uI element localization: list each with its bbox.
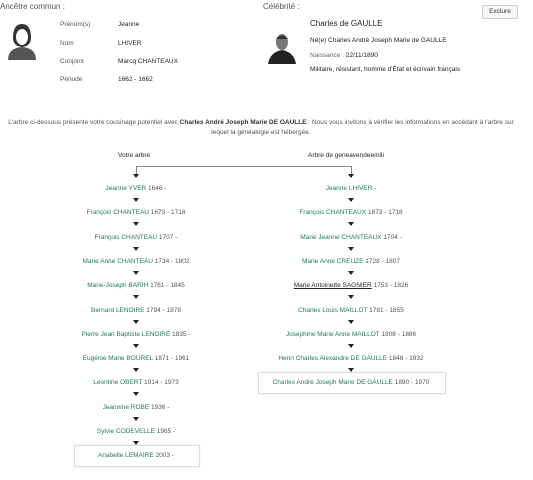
field-label-nom: Nom: [60, 40, 74, 47]
person-years: 1728 - 1807: [363, 258, 400, 265]
arrow-down-icon: [133, 368, 139, 372]
person-name[interactable]: Marie Jeanne CHANTEAUX: [300, 234, 382, 241]
person-years: 1734 - 1802: [152, 258, 190, 265]
field-label-prenom: Prénom(s): [60, 21, 91, 28]
avatar-female-icon: [5, 20, 39, 65]
arrow-down-icon: [348, 247, 354, 251]
tree-person-right[interactable]: [300, 234, 402, 241]
person-years: 1761 - 1845: [148, 282, 185, 289]
person-years: 1753 - 1826: [371, 282, 409, 289]
tree-person-right[interactable]: [286, 331, 416, 338]
person-name[interactable]: François CHANTEAU: [86, 209, 149, 216]
person-name[interactable]: Sylvie CODEVELLE: [96, 428, 155, 435]
person-years: 1794 - 1878: [144, 307, 181, 314]
person-years: 2003 -: [153, 452, 174, 459]
intro-part1: L'arbre ci-dessous présente votre cousinage potentiel avec: [8, 119, 180, 126]
person-name[interactable]: Charles André Joseph Marie DE GAULLE: [272, 379, 393, 386]
tree-person-right[interactable]: [326, 185, 377, 192]
arrow-down-icon: [133, 320, 139, 324]
celebrity-born-as: Né(e) Charles André Joseph Marie de GAULLE: [310, 37, 447, 44]
person-years: 1673 - 1718: [148, 209, 186, 216]
person-name[interactable]: Marie-Joseph BARIH: [87, 282, 149, 289]
exclude-button[interactable]: Exclure: [482, 5, 518, 19]
person-name[interactable]: Anabelle LEMAIRE: [98, 452, 154, 459]
celebrity-birth: [310, 52, 378, 59]
person-years: -: [372, 185, 377, 192]
person-name[interactable]: Jeanne YVER: [105, 185, 147, 192]
arrow-down-icon: [133, 392, 139, 396]
tree-person-left[interactable]: [87, 209, 186, 216]
arrow-down-icon: [133, 198, 139, 202]
person-years: 1871 - 1961: [152, 355, 190, 362]
field-value-prenom: Jeanne: [118, 21, 140, 28]
left-tree-heading: Votre arbre: [118, 152, 151, 159]
person-years: 1704 -: [381, 234, 402, 241]
celebrity-portrait[interactable]: [266, 30, 298, 69]
intro-celebrity-name: Charles André Joseph Marie DE GAULLE: [179, 119, 307, 126]
person-years: 1781 - 1855: [367, 307, 404, 314]
person-name[interactable]: Leontine OBERT: [93, 379, 143, 386]
person-name[interactable]: Joséphine Marie Anne MAILLOT: [285, 331, 380, 338]
tree-person-left[interactable]: [103, 404, 170, 411]
intro-part2: : Nous vous invitons à vérifier les informations en accédant à l'arbre sur lequel la généalogie est hébergée.: [211, 119, 514, 136]
tree-person-left[interactable]: [93, 379, 178, 386]
field-value-conjoint: Marcq CHANTEAUX: [118, 58, 178, 65]
person-name[interactable]: Marie Anne CHANTEAU: [82, 258, 153, 265]
arrow-down-icon: [348, 320, 354, 324]
arrow-down-icon: [133, 271, 139, 275]
person-years: 1707 -: [157, 234, 178, 241]
right-tree-heading: Arbre de geneavendeemili: [308, 152, 384, 159]
celebrity-name: Charles de GAULLE: [310, 19, 383, 28]
person-years: 1890 - 1970: [392, 379, 430, 386]
person-years: 1673 - 1718: [366, 209, 403, 216]
person-years: 1965 -: [154, 428, 176, 435]
person-name[interactable]: Henri Charles Alexandre DE GAULLE: [278, 355, 388, 362]
tree-person-right[interactable]: [298, 307, 404, 314]
tree-person-left[interactable]: [91, 307, 181, 314]
tree-connector-line: [136, 166, 351, 167]
person-years: 1646 -: [146, 185, 167, 192]
person-years: 1848 - 1932: [387, 355, 424, 362]
person-name[interactable]: Bernard LENOIRE: [91, 307, 145, 314]
intro-text: [6, 118, 516, 138]
tree-person-right[interactable]: [299, 209, 402, 216]
arrow-down-icon: [348, 271, 354, 275]
tree-person-left[interactable]: [83, 258, 190, 265]
tree-person-left[interactable]: [81, 331, 190, 338]
person-years: 1936 -: [149, 404, 170, 411]
arrow-down-icon: [348, 344, 354, 348]
arrow-down-icon: [348, 295, 354, 299]
tree-person-left[interactable]: [87, 282, 185, 289]
tree-person-left[interactable]: [83, 355, 190, 362]
tree-person-right[interactable]: [302, 258, 400, 265]
tree-person-left[interactable]: [106, 185, 167, 192]
person-name[interactable]: Marie Antoinette SAGNIER: [293, 282, 372, 289]
person-name[interactable]: Eugénie Marie BOUREL: [82, 355, 153, 362]
arrow-down-icon: [133, 247, 139, 251]
tree-person-left[interactable]: [98, 452, 174, 459]
field-label-periode: Période: [60, 76, 83, 83]
person-years: 1808 - 1886: [379, 331, 417, 338]
birth-value: 22/11/1890: [345, 52, 378, 59]
person-name[interactable]: Charles Louis MAILLOT: [298, 307, 368, 314]
tree-person-right[interactable]: [294, 282, 409, 289]
person-name[interactable]: Jeannine ROBE: [102, 404, 150, 411]
arrow-down-icon: [348, 198, 354, 202]
arrow-down-icon: [133, 344, 139, 348]
field-label-conjoint: Conjoint: [60, 58, 84, 65]
ancestor-section-label: Ancêtre commun :: [0, 2, 65, 11]
arrow-down-icon: [133, 295, 139, 299]
person-name[interactable]: Pierre Jean Baptiste LENOIRE: [81, 331, 171, 338]
person-name[interactable]: Jeanne LHIVER: [325, 185, 373, 192]
arrow-down-icon: [133, 222, 139, 226]
tree-person-right[interactable]: [273, 379, 430, 386]
tree-person-left[interactable]: [97, 428, 175, 435]
celebrity-description: Militaire, résistant, homme d'État et écrivain français: [310, 66, 461, 73]
birth-label: Naissance :: [310, 52, 344, 59]
arrow-down-icon: [348, 222, 354, 226]
person-name[interactable]: Marie Anne CREUZE: [302, 258, 364, 265]
arrow-down-icon: [133, 174, 139, 178]
arrow-down-icon: [348, 174, 354, 178]
person-name[interactable]: François CHANTEAU: [94, 234, 158, 241]
tree-person-left[interactable]: [95, 234, 178, 241]
arrow-down-icon: [133, 417, 139, 421]
person-name[interactable]: François CHANTEAUX: [299, 209, 367, 216]
person-years: 1835 -: [170, 331, 191, 338]
celebrity-section-label: Célébrité :: [263, 2, 300, 11]
person-years: 1914 - 1973: [142, 379, 179, 386]
field-value-nom: LHIVER: [118, 40, 142, 47]
field-value-periode: 1662 - 1662: [118, 76, 153, 83]
tree-person-right[interactable]: [278, 355, 423, 362]
